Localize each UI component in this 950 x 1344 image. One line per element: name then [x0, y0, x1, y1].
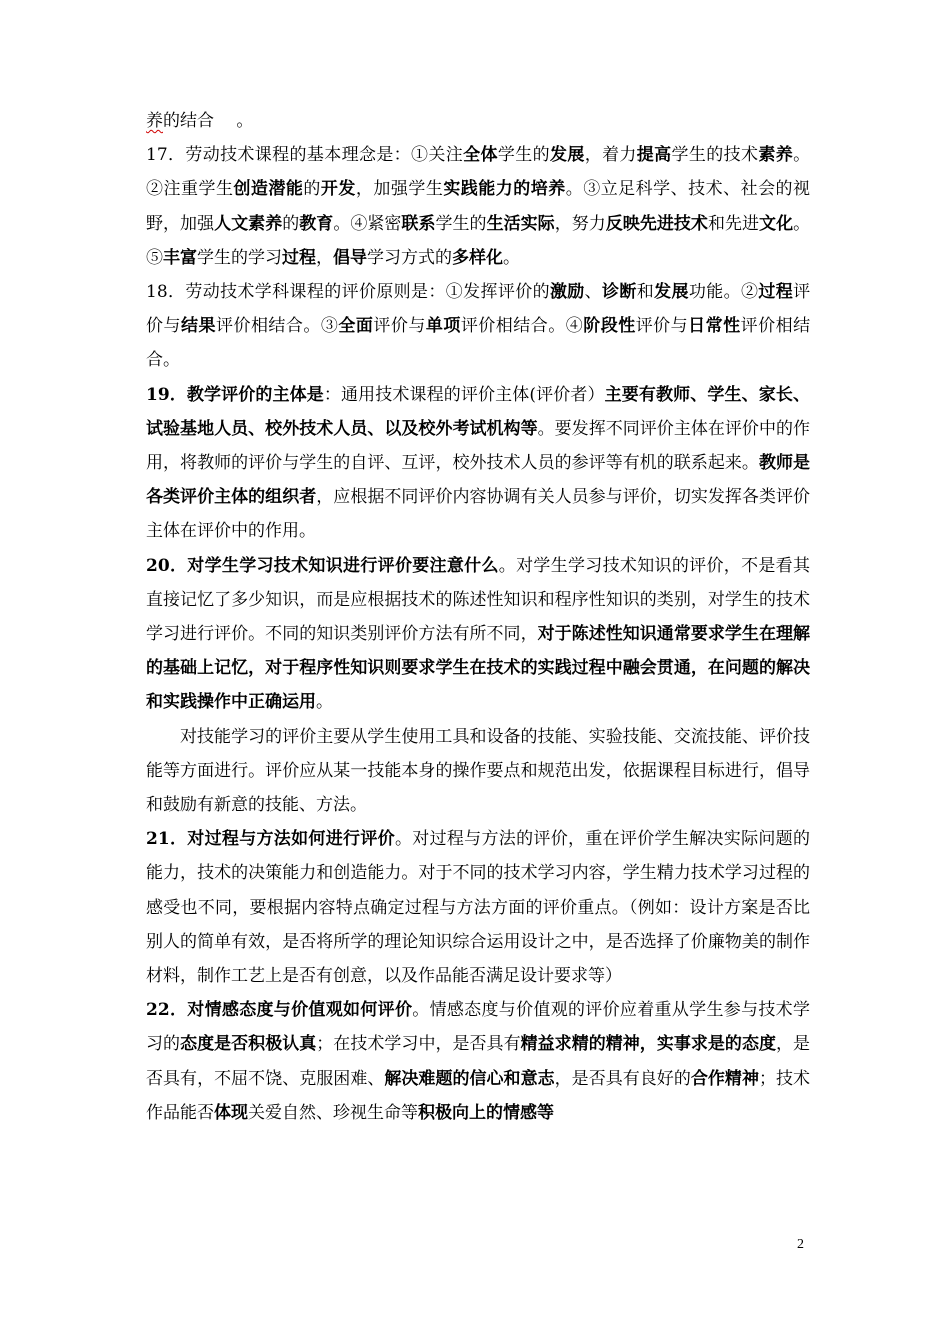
text-run: ；技术作品能否 [146, 1068, 811, 1123]
text-run: ，是否具有，不屈不饶、克服困难、 [146, 1034, 811, 1089]
text-run: ，是否具有良好的 [554, 1068, 691, 1089]
text-run: ；在技术学习中，是否具有 [316, 1034, 521, 1055]
text-run: 学生的技术 [671, 145, 759, 166]
text-run: 学生的学习 [197, 247, 282, 268]
bold-text: 态度是否积极认真 [180, 1034, 317, 1055]
text-run: 。 [316, 692, 333, 713]
bold-text: 过程 [758, 282, 794, 303]
text-run: 。要发挥不同评价主体在评价中的作用，将教师的评价与学生的自评、互评，校外技术人员的参评等有机的联系起来。 [146, 418, 811, 474]
paragraph-4 [146, 378, 810, 549]
document-body [146, 104, 810, 1130]
bold-text: 22．对情感态度与价值观如何评价 [146, 1000, 413, 1021]
text-run: 学生的 [497, 145, 550, 166]
paragraph-8 [146, 993, 810, 1130]
bold-text: 21．对过程与方法如何进行评价 [146, 829, 395, 850]
text-run: 学生的 [435, 213, 487, 234]
text-run: 的 [303, 179, 321, 200]
text-run: 。情感态度与价值观的评价应着重从学生参与技术学习的 [146, 1000, 810, 1055]
text-run: 评价与 [373, 316, 426, 337]
bold-text: 教育 [299, 213, 334, 234]
text-run: ，加强学生 [355, 179, 444, 200]
bold-text: 激励 [549, 282, 585, 303]
spellcheck-underlined-text: 养 [146, 111, 163, 131]
text-run: 。②注重学生 [146, 145, 811, 200]
bold-text: 全体 [463, 145, 498, 166]
bold-text: 发展 [549, 145, 585, 166]
text-run: 的结合 。 [163, 111, 254, 131]
bold-text: 人文素养 [214, 213, 283, 234]
bold-text: 主要有教师、学生、家长、试验基地人员、校外技术人员、以及校外考试机构等 [146, 384, 810, 439]
text-run: 关爱自然、珍视生命等 [248, 1102, 418, 1123]
paragraph-1 [146, 104, 810, 138]
bold-text: 反映先进技术 [605, 213, 708, 234]
text-run: 。 [503, 247, 520, 268]
bold-text: 结果 [180, 316, 216, 337]
text-run: 17．劳动技术课程的基本理念是：①关注 [146, 145, 464, 166]
bold-text: 联系 [401, 213, 436, 234]
text-run: 的 [282, 213, 300, 234]
text-run: 。对过程与方法的评价，重在评价学生解决实际问题的能力，技术的决策能力和创造能力。对于不同的技术学习内容，学生精力技术学习过程的感受也不同，要根据内容特点确定过程与方法方面的评价重点。（例如：设计方案是否比别人的简单有效，是否将所学的理论知识综合运用设计之中，是否选择了价廉物美的制作材料，制作工艺上是否有创意，以及作品能否满足设计要求等） [146, 829, 810, 987]
text-run: 和 [636, 282, 655, 303]
bold-text: 丰富 [163, 247, 197, 268]
paragraph-2 [146, 138, 810, 275]
text-run: 和先进 [707, 213, 760, 234]
bold-text: 诊断 [602, 282, 637, 303]
bold-text: 文化 [759, 213, 794, 234]
text-run: 评价相结合。 [146, 316, 811, 371]
text-run: 评价与 [146, 282, 811, 337]
bold-text: 过程 [282, 247, 316, 268]
bold-text: 开发 [320, 179, 356, 200]
bold-text: 素养 [758, 145, 794, 166]
bold-text: 对于陈述性知识通常要求学生在理解的基础上记忆，对于程序性知识则要求学生在技术的实践过程中融会贯通，在问题的解决和实践操作中正确运用 [146, 624, 811, 713]
text-run: 。对学生学习技术知识的评价，不是看其直接记忆了多少知识，而是应根据技术的陈述性知识和程序性知识的类别，对学生的技术学习进行评价。不同的知识类别评价方法有所不同， [146, 555, 810, 645]
bold-text: 体现 [214, 1102, 248, 1123]
bold-text: 19．教学评价的主体是 [146, 384, 324, 405]
text-run: 。④紧密 [333, 213, 402, 234]
bold-text: 精益求精的精神，实事求是的态度 [520, 1034, 777, 1055]
bold-text: 合作精神 [690, 1068, 759, 1089]
bold-text: 教师是各类评价主体的组织者 [146, 453, 811, 508]
bold-text: 20．对学生学习技术知识进行评价要注意什么 [146, 555, 499, 576]
bold-text: 全面 [338, 316, 374, 337]
text-run: 、 [584, 282, 603, 303]
text-run: 评价相结合。④ [460, 316, 584, 337]
paragraph-5 [146, 549, 810, 720]
text-run: 评价与 [635, 316, 689, 337]
text-run: ， [316, 247, 333, 268]
text-run: ：通用技术课程的评价主体(评价者） [323, 384, 605, 405]
bold-text: 实践能力的培养 [443, 179, 566, 200]
bold-text: 发展 [654, 282, 689, 303]
text-run: 。⑤ [146, 213, 811, 268]
bold-text: 解决难题的信心和意志 [384, 1068, 555, 1089]
text-run: ，着力 [584, 145, 637, 166]
text-run: ，努力 [554, 213, 606, 234]
bold-text: 创造潜能 [233, 179, 304, 200]
text-run: ，应根据不同评价内容协调有关人员参与评价，切实发挥各类评价主体在评价中的作用。 [146, 487, 811, 542]
page-number: 2 [797, 1237, 804, 1252]
paragraph-7 [146, 822, 810, 993]
bold-text: 提高 [636, 145, 672, 166]
bold-text: 阶段性 [583, 316, 636, 337]
text-run: 评价相结合。③ [215, 316, 339, 337]
paragraph-3 [146, 275, 810, 378]
paragraph-6 [146, 720, 810, 823]
bold-text: 日常性 [688, 316, 741, 337]
text-run: 学习方式的 [367, 247, 452, 268]
text-run: 功能。② [688, 282, 759, 303]
bold-text: 单项 [425, 316, 461, 337]
bold-text: 生活实际 [486, 213, 555, 234]
text-run: 。③立足科学、技术、社会的视野，加强 [146, 179, 811, 234]
text-run: 对技能学习的评价主要从学生使用工具和设备的技能、实验技能、交流技能、评价技能等方面进行。评价应从某一技能本身的操作要点和规范出发，依据课程目标进行，倡导和鼓励有新意的技能、方法。 [146, 726, 810, 816]
bold-text: 多样化 [452, 247, 503, 268]
bold-text: 积极向上的情感等 [418, 1102, 554, 1123]
text-run: 18．劳动技术学科课程的评价原则是：①发挥评价的 [146, 282, 550, 303]
bold-text: 倡导 [333, 247, 367, 268]
